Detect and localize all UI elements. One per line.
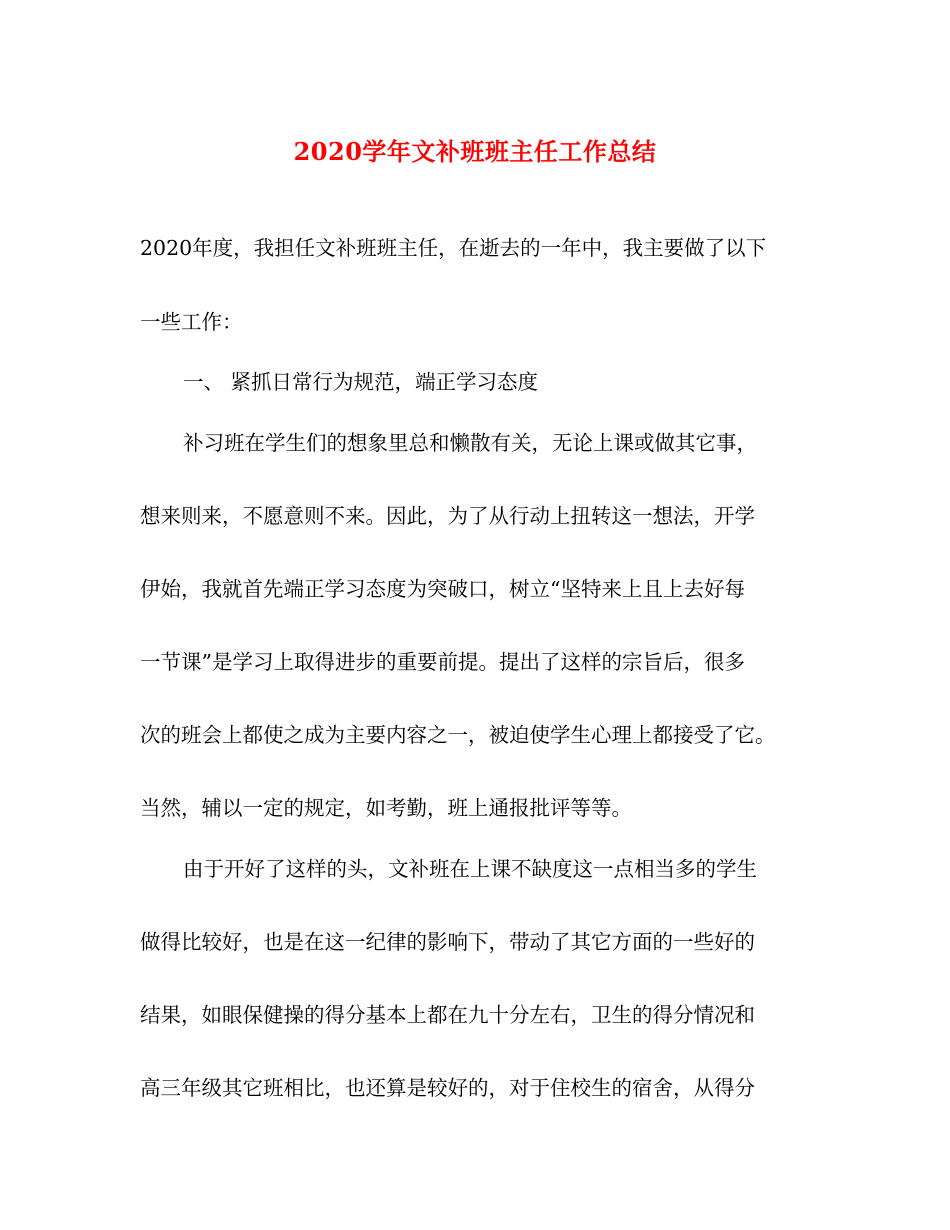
paragraph-line: 补习班在学生们的想象里总和懒散有关，无论上课或做其它事， — [183, 431, 757, 455]
paragraph-line: 次的班会上都使之成为主要内容之一，被迫使学生心理上都接受了它。 — [140, 723, 776, 747]
paragraph-line: 做得比较好，也是在这一纪律的影响下，带动了其它方面的一些好的 — [140, 930, 755, 954]
paragraph-line: 结果，如眼保健操的得分基本上都在九十分左右，卫生的得分情况和 — [140, 1003, 755, 1027]
paragraph-line: 2020年度，我担任文补班班主任，在逝去的一年中，我主要做了以下 — [140, 236, 767, 260]
paragraph-line: 一些工作： — [140, 310, 243, 334]
paragraph-line: 高三年级其它班相比，也还算是较好的，对于住校生的宿舍，从得分 — [140, 1076, 755, 1100]
paragraph-line: 想来则来，不愿意则不来。因此，为了从行动上扭转这一想法，开学 — [140, 504, 755, 528]
paragraph-line: 一节课”是学习上取得进步的重要前提。提出了这样的宗旨后，很多 — [140, 650, 745, 674]
paragraph-line: 由于开好了这样的头，文补班在上课不缺度这一点相当多的学生 — [183, 857, 757, 881]
section-heading: 一、 紧抓日常行为规范，端正学习态度 — [183, 370, 539, 394]
document-title: 2020学年文补班班主任工作总结 — [293, 137, 657, 166]
paragraph-line: 伊始，我就首先端正学习态度为突破口，树立“坚特来上且上去好每 — [140, 577, 745, 601]
paragraph-line: 当然，辅以一定的规定，如考勤，班上通报批评等等。 — [140, 796, 632, 820]
